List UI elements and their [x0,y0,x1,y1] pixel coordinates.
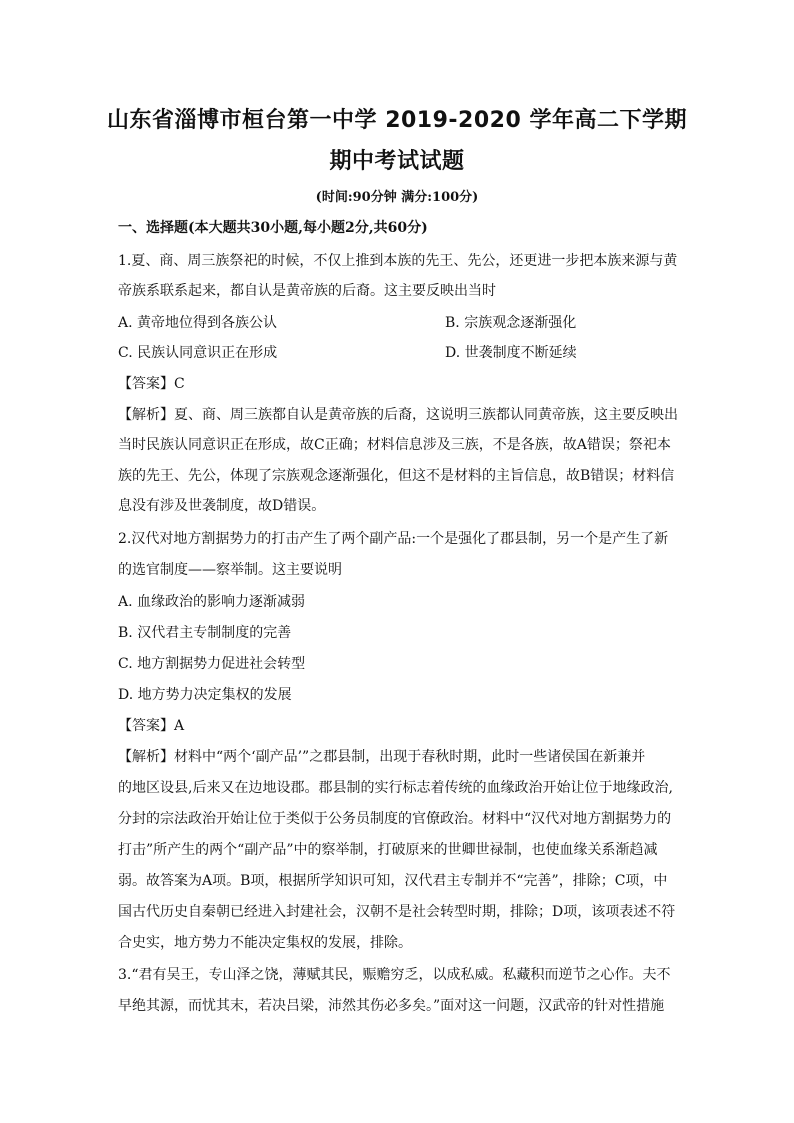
q3-stem-line1: 3.“君有吴王，专山泽之饶，薄赋其民，赈赡穷乏，以成私威。私藏积而逆节之心作。夫不 [118,967,671,983]
document-title-line2: 期中考试试题 [329,149,465,174]
q1-option-d: D. 世袭制度不断延续 [445,345,577,361]
q2-answer: 【答案】A [118,718,185,734]
q1-analysis-line3: 族的先王、先公，体现了宗族观念逐渐强化，但这不是材料的主旨信息，故B错误；材料信 [118,468,675,484]
q2-analysis-line6: 国古代历史自秦朝已经进入封建社会，汉朝不是社会转型时期，排除；D项，该项表述不符 [118,904,676,920]
q1-answer: 【答案】C [118,376,185,392]
document-title-line1: 山东省淄博市桓台第一中学 2019-2020 学年高二下学期 [107,108,687,133]
section-heading: 一、选择题(本大题共30小题,每小题2分,共60分) [118,220,428,236]
q1-analysis-line4: 息没有涉及世袭制度，故D错误。 [118,498,326,514]
q2-option-a: A. 血缘政治的影响力逐渐减弱 [118,594,306,610]
q1-stem-line1: 1.夏、商、周三族祭祀的时候，不仅上推到本族的先王、先公，还更进一步把本族来源与黄 [118,253,678,269]
q2-analysis-line7: 合史实，地方势力不能决定集权的发展，排除。 [118,935,412,951]
q1-analysis-line2: 当时民族认同意识正在形成，故C正确；材料信息涉及三族，不是各族，故A错误；祭祀本 [118,437,671,453]
q2-analysis-line3: 分封的宗法政治开始让位于类似于公务员制度的官僚政治。材料中“汉代对地方割据势力的 [118,811,672,827]
q1-stem-line2: 帝族系联系起来，都自认是黄帝族的后裔。这主要反映出当时 [118,283,496,299]
q2-stem-line1: 2.汉代对地方割据势力的打击产生了两个副产品:一个是强化了郡县制，另一个是产生了新 [118,531,669,547]
q1-option-c: C. 民族认同意识正在形成 [118,345,278,361]
q1-option-a: A. 黄帝地位得到各族公认 [118,315,278,331]
q1-option-b: B. 宗族观念逐渐强化 [445,315,577,331]
q2-option-d: D. 地方势力决定集权的发展 [118,687,292,703]
q2-analysis-line4: 打击”所产生的两个“副产品”中的察举制，打破原来的世卿世禄制，也使血缘关系渐趋减 [118,842,658,858]
q2-analysis-line2: 的地区设县,后来又在边地设郡。郡县制的实行标志着传统的血缘政治开始让位于地缘政治, [118,780,673,796]
q2-analysis-line1: 【解析】材料中“两个‘副产品’”之郡县制，出现于春秋时期，此时一些诸侯国在新兼并 [118,749,646,765]
q2-option-b: B. 汉代君主专制制度的完善 [118,625,292,641]
q2-stem-line2: 的选官制度——察举制。这主要说明 [118,562,342,578]
q3-stem-line2: 早绝其源，而忧其末，若决吕梁，沛然其伤必多矣。”面对这一问题，汉武帝的针对性措施 [118,998,665,1014]
exam-time-score: (时间:90分钟 满分:100分) [315,190,479,205]
q2-analysis-line5: 弱。故答案为A项。B项，根据所学知识可知，汉代君主专制并不“完善”，排除；C项，中 [118,873,668,889]
q2-option-c: C. 地方割据势力促进社会转型 [118,656,306,672]
q1-analysis-line1: 【解析】夏、商、周三族都自认是黄帝族的后裔，这说明三族都认同黄帝族，这主要反映出 [118,407,678,423]
